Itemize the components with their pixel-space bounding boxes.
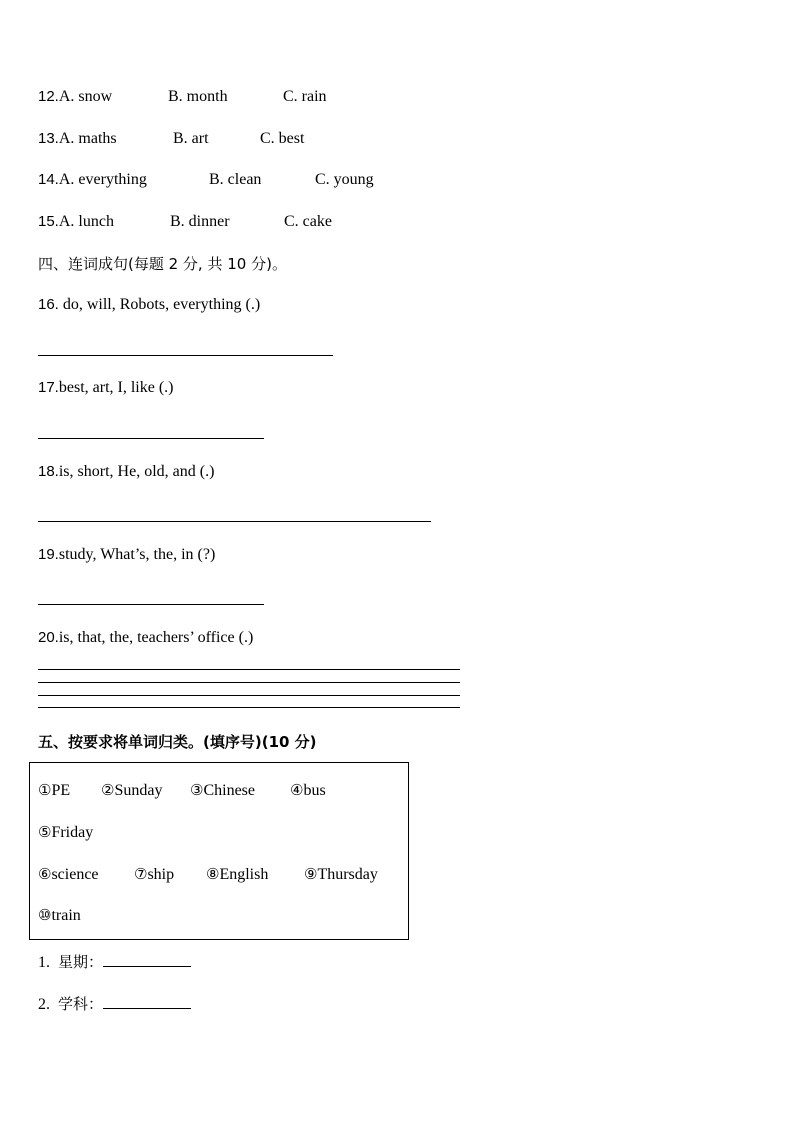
answer-line-19[interactable]	[38, 604, 264, 605]
section-5-title-cn: 五、按要求将单词归类。	[38, 733, 204, 751]
word-text: bus	[303, 782, 326, 799]
word-text: Chinese	[203, 782, 255, 799]
word-text: Friday	[51, 824, 94, 841]
question-text: is, short, He, old, and (.)	[58, 463, 215, 480]
word-bank-box	[29, 762, 409, 940]
word-item	[101, 780, 162, 801]
option-a: A. maths	[58, 130, 117, 147]
question-number: 13.	[38, 130, 59, 147]
option-b: B. clean	[209, 171, 262, 188]
circled-number: ⑥	[38, 865, 52, 883]
option-a: A. snow	[58, 88, 113, 105]
question-number: 17.	[38, 379, 59, 396]
word-text: train	[51, 907, 81, 924]
circled-number: ④	[290, 781, 304, 799]
option-a: A. lunch	[58, 213, 114, 230]
question-number: 15.	[38, 213, 59, 230]
word-item	[134, 864, 174, 885]
answer-line-20b[interactable]	[38, 682, 460, 683]
circled-number: ①	[38, 781, 52, 799]
question-number: 18.	[38, 463, 59, 480]
option-b: B. dinner	[170, 213, 230, 230]
question-17	[38, 378, 173, 398]
answer-label: 学科：	[58, 995, 104, 1013]
question-number: 14.	[38, 171, 59, 188]
word-text: ship	[147, 866, 175, 883]
answer-line-20d[interactable]	[38, 707, 460, 708]
option-a: A. everything	[58, 171, 147, 188]
word-item	[38, 780, 70, 801]
question-18	[38, 462, 214, 482]
option-c: C. rain	[283, 88, 327, 105]
answer-blank-weekdays[interactable]	[103, 952, 191, 967]
word-item	[290, 780, 326, 801]
word-text: PE	[51, 782, 71, 799]
answer-line-17[interactable]	[38, 438, 264, 439]
word-text: English	[219, 866, 269, 883]
answer-line-16[interactable]	[38, 355, 333, 356]
word-text: science	[51, 866, 99, 883]
question-12	[38, 87, 327, 107]
question-text: is, that, the, teachers’ office (.)	[58, 629, 254, 646]
question-text: study, What’s, the, in (?)	[58, 546, 216, 563]
answer-line-20c[interactable]	[38, 695, 460, 696]
word-item	[304, 864, 378, 885]
answer-label: 星期：	[58, 953, 104, 971]
question-number: 20.	[38, 629, 59, 646]
circled-number: ⑤	[38, 823, 52, 841]
question-14	[38, 170, 374, 190]
question-number: 12.	[38, 88, 59, 105]
word-item	[190, 780, 255, 801]
circled-number: ⑨	[304, 865, 318, 883]
circled-number: ②	[101, 781, 115, 799]
answer-number: 2.	[38, 996, 50, 1013]
section-5-title	[38, 732, 317, 752]
word-text: Sunday	[114, 782, 163, 799]
option-b: B. art	[173, 130, 209, 147]
question-text: do, will, Robots, everything (.)	[58, 296, 261, 313]
option-b: B. month	[168, 88, 228, 105]
question-number: 16.	[38, 296, 59, 313]
word-item	[38, 864, 99, 885]
question-20	[38, 628, 253, 648]
answer-number: 1.	[38, 954, 50, 971]
word-item	[38, 822, 93, 843]
question-15	[38, 212, 332, 232]
circled-number: ⑧	[206, 865, 220, 883]
question-text: best, art, I, like (.)	[58, 379, 174, 396]
word-text: Thursday	[317, 866, 378, 883]
section-4-title: 四、连词成句(每题 2 分, 共 10 分)。	[38, 255, 287, 273]
question-13	[38, 129, 305, 149]
answer-line-20a[interactable]	[38, 669, 460, 670]
option-c: C. cake	[284, 213, 332, 230]
circled-number: ③	[190, 781, 204, 799]
circled-number: ⑩	[38, 906, 52, 924]
option-c: C. best	[260, 130, 305, 147]
question-19	[38, 545, 215, 565]
circled-number: ⑦	[134, 865, 148, 883]
section-5-title-paren: (填序号)(10 分)	[203, 733, 317, 751]
word-item	[38, 905, 81, 926]
option-c: C. young	[315, 171, 374, 188]
question-16	[38, 295, 260, 315]
answer-weekdays	[38, 952, 191, 973]
answer-line-18[interactable]	[38, 521, 431, 522]
answer-blank-subjects[interactable]	[103, 994, 191, 1009]
question-number: 19.	[38, 546, 59, 563]
word-item	[206, 864, 268, 885]
answer-subjects	[38, 994, 191, 1015]
